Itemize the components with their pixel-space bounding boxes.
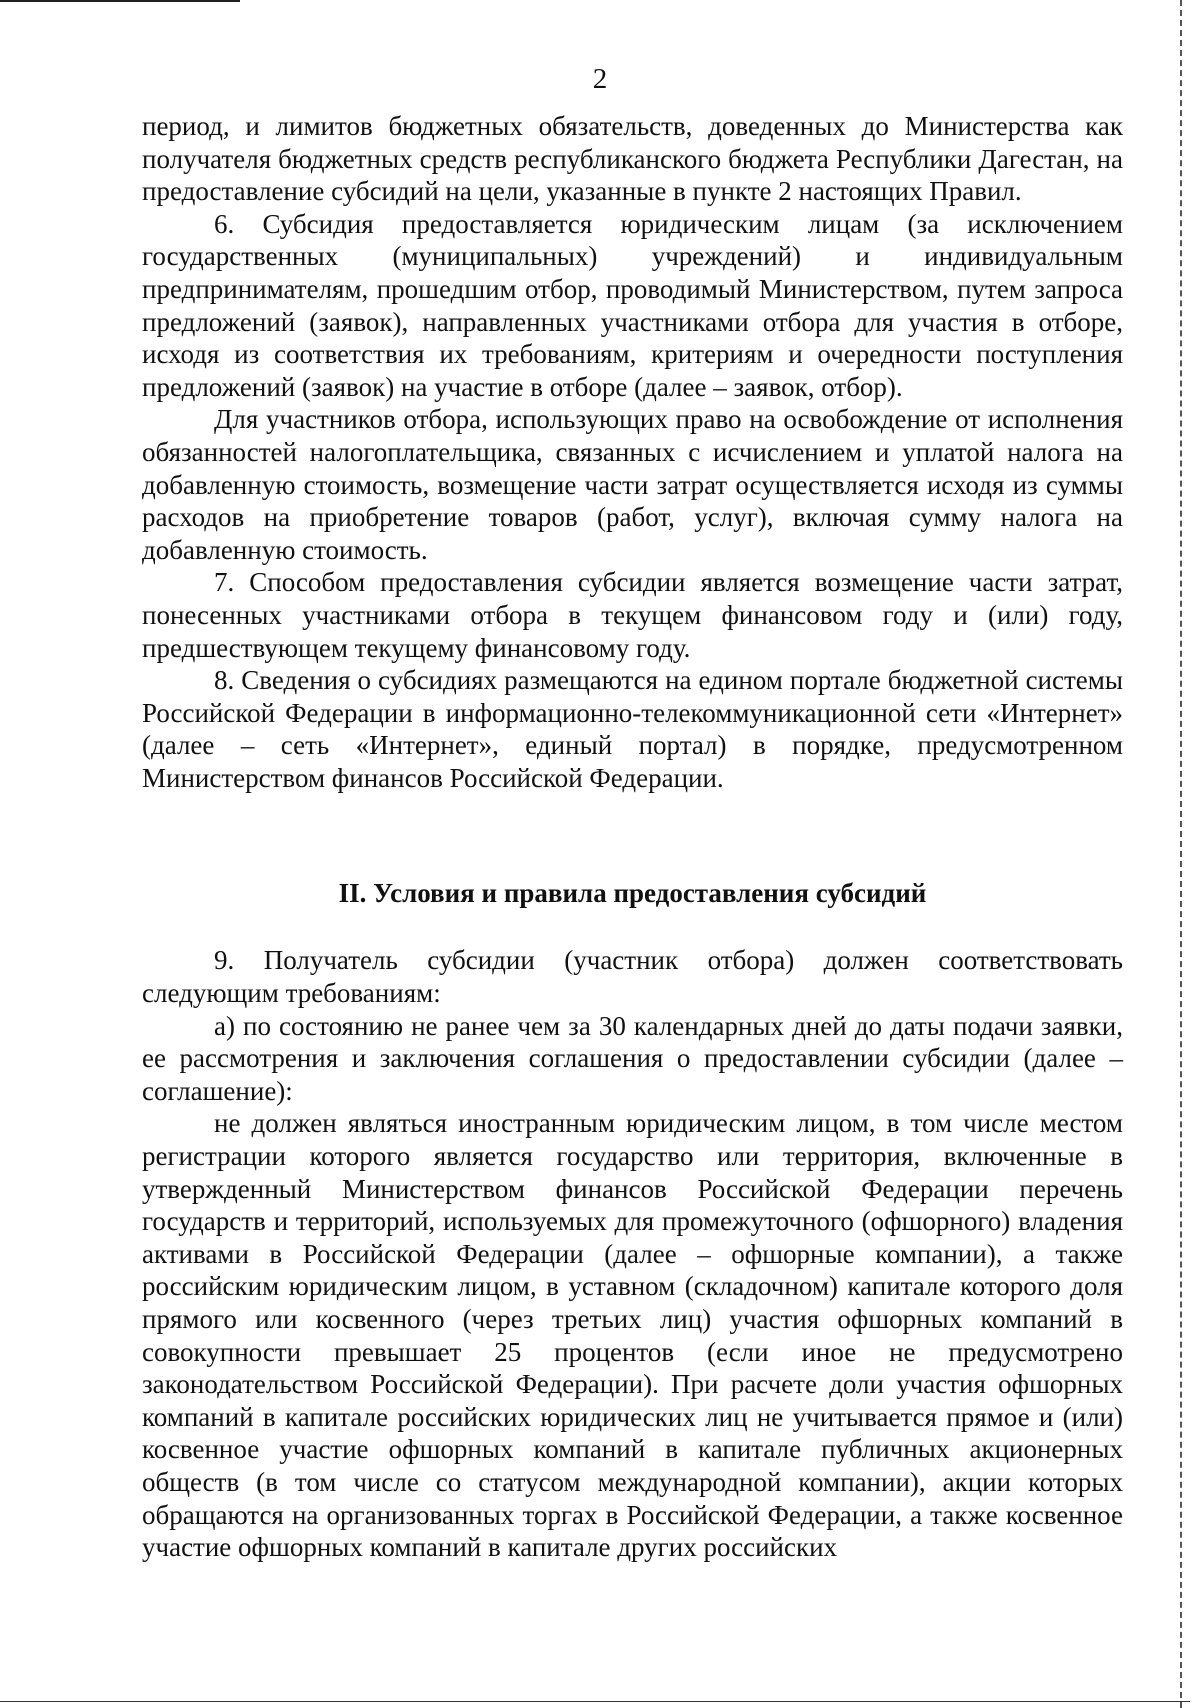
- page-number: 2: [592, 63, 608, 95]
- section-heading: II. Условия и правила предоставления субсидий: [338, 878, 927, 909]
- document-body: [142, 110, 1123, 1564]
- paragraph-item-9a: а) по состоянию не ранее чем за 30 календарных дней до даты подачи заявки, ее рассмотрения и заключения соглашения о предоставлении субсидии (далее – соглашение):: [142, 1010, 1123, 1106]
- scan-edge-top: [0, 0, 240, 2]
- paragraph-item-8: 8. Сведения о субсидиях размещаются на едином портале бюджетной системы Российской Федерации в информационно-телекоммуникационной сети «Интернет» (далее – сеть «Интернет», единый портал) в порядке, предусмотренном Министерством финансов Российской Федерации.: [142, 665, 1123, 793]
- paragraph-item-7: 7. Способом предоставления субсидии является возмещение части затрат, понесенных участниками отбора в текущем финансовом году и (или) году, предшествующем текущему финансовому году.: [142, 567, 1123, 663]
- heading-spacer: [142, 910, 1123, 944]
- paragraph-continuation: период, и лимитов бюджетных обязательств, доведенных до Министерства как получателя бюджетных средств республиканского бюджета Республики Дагестан, на предоставление субсидий на цели, указанные в пункте 2 настоящих Правил.: [142, 111, 1123, 207]
- paragraph-item-6-vat: Для участников отбора, использующих право на освобождение от исполнения обязанностей налогоплательщика, связанных с исчислением и уплатой налога на добавленную стоимость, возмещение части затрат осуществляется исходя из суммы расходов на приобретение товаров (работ, услуг), включая сумму налога на добавленную стоимость.: [142, 404, 1123, 565]
- paragraph-item-9: 9. Получатель субсидии (участник отбора) должен соответствовать следующим требованиям:: [142, 945, 1123, 1009]
- scan-edge-bottom: [0, 1701, 1190, 1702]
- scan-edge-right: [1180, 0, 1182, 1708]
- paragraph-item-9a-offshore: не должен являться иностранным юридическим лицом, в том числе местом регистрации которого является государство или территория, включенные в утвержденный Министерством финансов Российской Федерации перечень государств и территорий, используемых для промежуточного (офшорного) владения активами в Российской Федерации (далее – офшорные компании), а также российским юридическим лицом, в уставном (складочном) капитале которого доля прямого или косвенного (через третьих лиц) участия офшорных компаний в совокупности превышает 25 процентов (если иное не предусмотрено законодательством Российской Федерации). При расчете доли участия офшорных компаний в капитале российских юридических лиц не учитывается прямое и (или) косвенное участие офшорных компаний в капитале публичных акционерных обществ (в том числе со статусом международной компании), акции которых обращаются на организованных торгах в Российской Федерации, а также косвенное участие офшорных компаний в капитале других российских: [142, 1108, 1123, 1563]
- paragraph-item-6: 6. Субсидия предоставляется юридическим лицам (за исключением государственных (муниципальных) учреждений) и индивидуальным предпринимателям, прошедшим отбор, проводимый Министерством, путем запроса предложений (заявок), направленных участниками отбора для участия в отборе, исходя из соответствия их требованиям, критериям и очередности поступления предложений (заявок) на участие в отборе (далее – заявок, отбор).: [142, 208, 1123, 402]
- section-spacer: [142, 794, 1123, 876]
